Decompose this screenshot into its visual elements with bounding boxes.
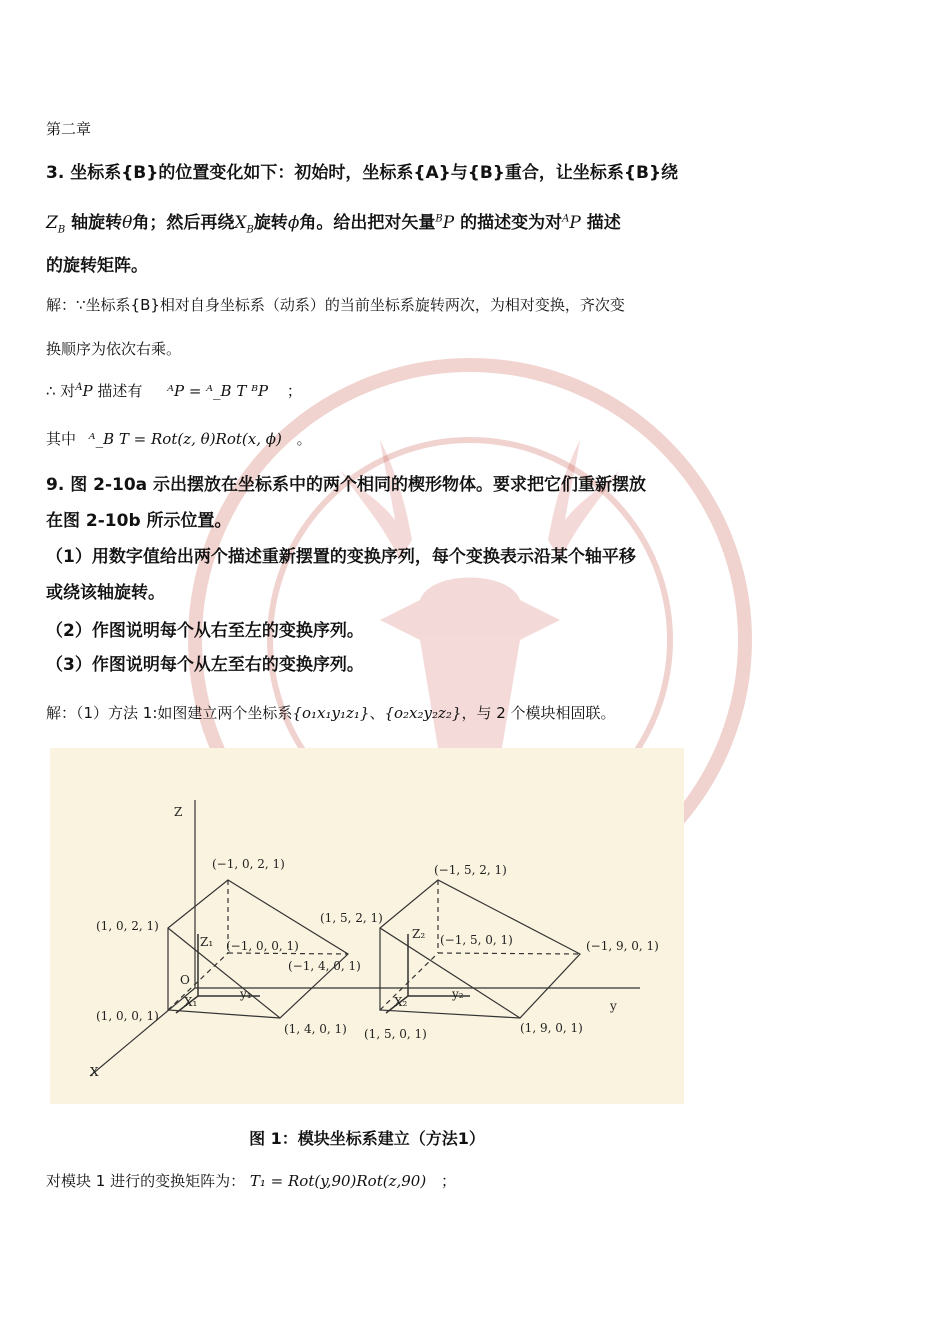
q9-line6: （3）作图说明每个从左至右的变换序列。 — [46, 655, 364, 675]
chapter-heading: 第二章 — [46, 120, 92, 138]
q9-line5: （2）作图说明每个从右至左的变换序列。 — [46, 621, 364, 641]
x-axis — [90, 988, 198, 1076]
pt-m1-0-0: (−1, 0, 0, 1) — [226, 939, 299, 953]
label-x: X — [90, 1065, 99, 1079]
pt-m1-5-0: (−1, 5, 0, 1) — [440, 933, 513, 947]
sol3-line1: 解：∵坐标系{B}相对自身坐标系（动系）的当前坐标系旋转两次，为相对变换，齐次变 — [46, 296, 625, 314]
equation-t1: T₁ = Rot(y,90)Rot(z,90) — [249, 1172, 427, 1190]
sol3-line4: 其中 ᴬ_B T = Rot(z, θ)Rot(x, ϕ) 。 — [46, 430, 312, 448]
pt-1-4-0: (1, 4, 0, 1) — [284, 1022, 347, 1036]
pt-1-5-2: (1, 5, 2, 1) — [320, 911, 383, 925]
q3-line2: $Z_B$ 轴旋转θ角；然后再绕$X_B$旋转ϕ角。给出把对矢量$^B$P 的描述变为对$^A$P 描述 — [46, 213, 621, 236]
equation-ap: ᴬP = ᴬ_B T ᴮP — [167, 382, 269, 400]
label-x1: X₁ — [184, 995, 198, 1009]
label-o: O — [180, 973, 190, 987]
pt-m1-5-2: (−1, 5, 2, 1) — [434, 863, 507, 877]
pt-1-0-2: (1, 0, 2, 1) — [96, 919, 159, 933]
last-line: 对模块 1 进行的变换矩阵为： T₁ = Rot(y,90)Rot(z,90) ； — [46, 1172, 457, 1190]
pt-m1-0-2: (−1, 0, 2, 1) — [212, 857, 285, 871]
equation-rot: ᴬ_B T = Rot(z, θ)Rot(x, ϕ) — [88, 430, 282, 448]
q9-line2: 在图 2-10b 所示位置。 — [46, 511, 232, 531]
q3-line3: 的旋转矩阵。 — [46, 256, 148, 276]
q9-line4: 或绕该轴旋转。 — [46, 583, 165, 603]
sol9-line1: 解：（1）方法 1:如图建立两个坐标系{o₁x₁y₁z₁}、{o₂x₂y₂z₂}，与 2 个模块相固联。 — [46, 704, 616, 722]
wedge2-outline — [380, 880, 580, 1018]
label-y2: y₂ — [452, 987, 464, 1001]
pt-1-0-0: (1, 0, 0, 1) — [96, 1009, 159, 1023]
label-y1: y₁ — [240, 987, 252, 1001]
wedge-figure — [50, 748, 684, 1104]
pt-1-5-0: (1, 5, 0, 1) — [364, 1027, 427, 1041]
pt-m1-4-0: (−1, 4, 0, 1) — [288, 959, 361, 973]
label-y: y — [610, 999, 617, 1013]
wedge-diagram — [50, 748, 684, 1104]
label-z: Z — [174, 805, 183, 819]
label-x2: X₂ — [394, 995, 408, 1009]
figure-caption: 图 1：模块坐标系建立（方法1） — [249, 1129, 485, 1148]
sol3-line2: 换顺序为依次右乘。 — [46, 340, 182, 358]
label-z1: Z₁ — [200, 935, 214, 949]
label-z2: Z₂ — [412, 927, 426, 941]
q3-line1: 3. 坐标系{B}的位置变化如下：初始时，坐标系{A}与{B}重合，让坐标系{B}绕 — [46, 163, 679, 183]
sol3-line3: ∴ 对$^A$P 描述有 ᴬP = ᴬ_B T ᴮP ； — [46, 382, 302, 400]
pt-m1-9-0: (−1, 9, 0, 1) — [586, 939, 659, 953]
q9-line1: 9. 图 2-10a 示出摆放在坐标系中的两个相同的楔形物体。要求把它们重新摆放 — [46, 475, 647, 495]
q9-line3: （1）用数字值给出两个描述重新摆置的变换序列，每个变换表示沿某个轴平移 — [46, 547, 636, 567]
pt-1-9-0: (1, 9, 0, 1) — [520, 1021, 583, 1035]
